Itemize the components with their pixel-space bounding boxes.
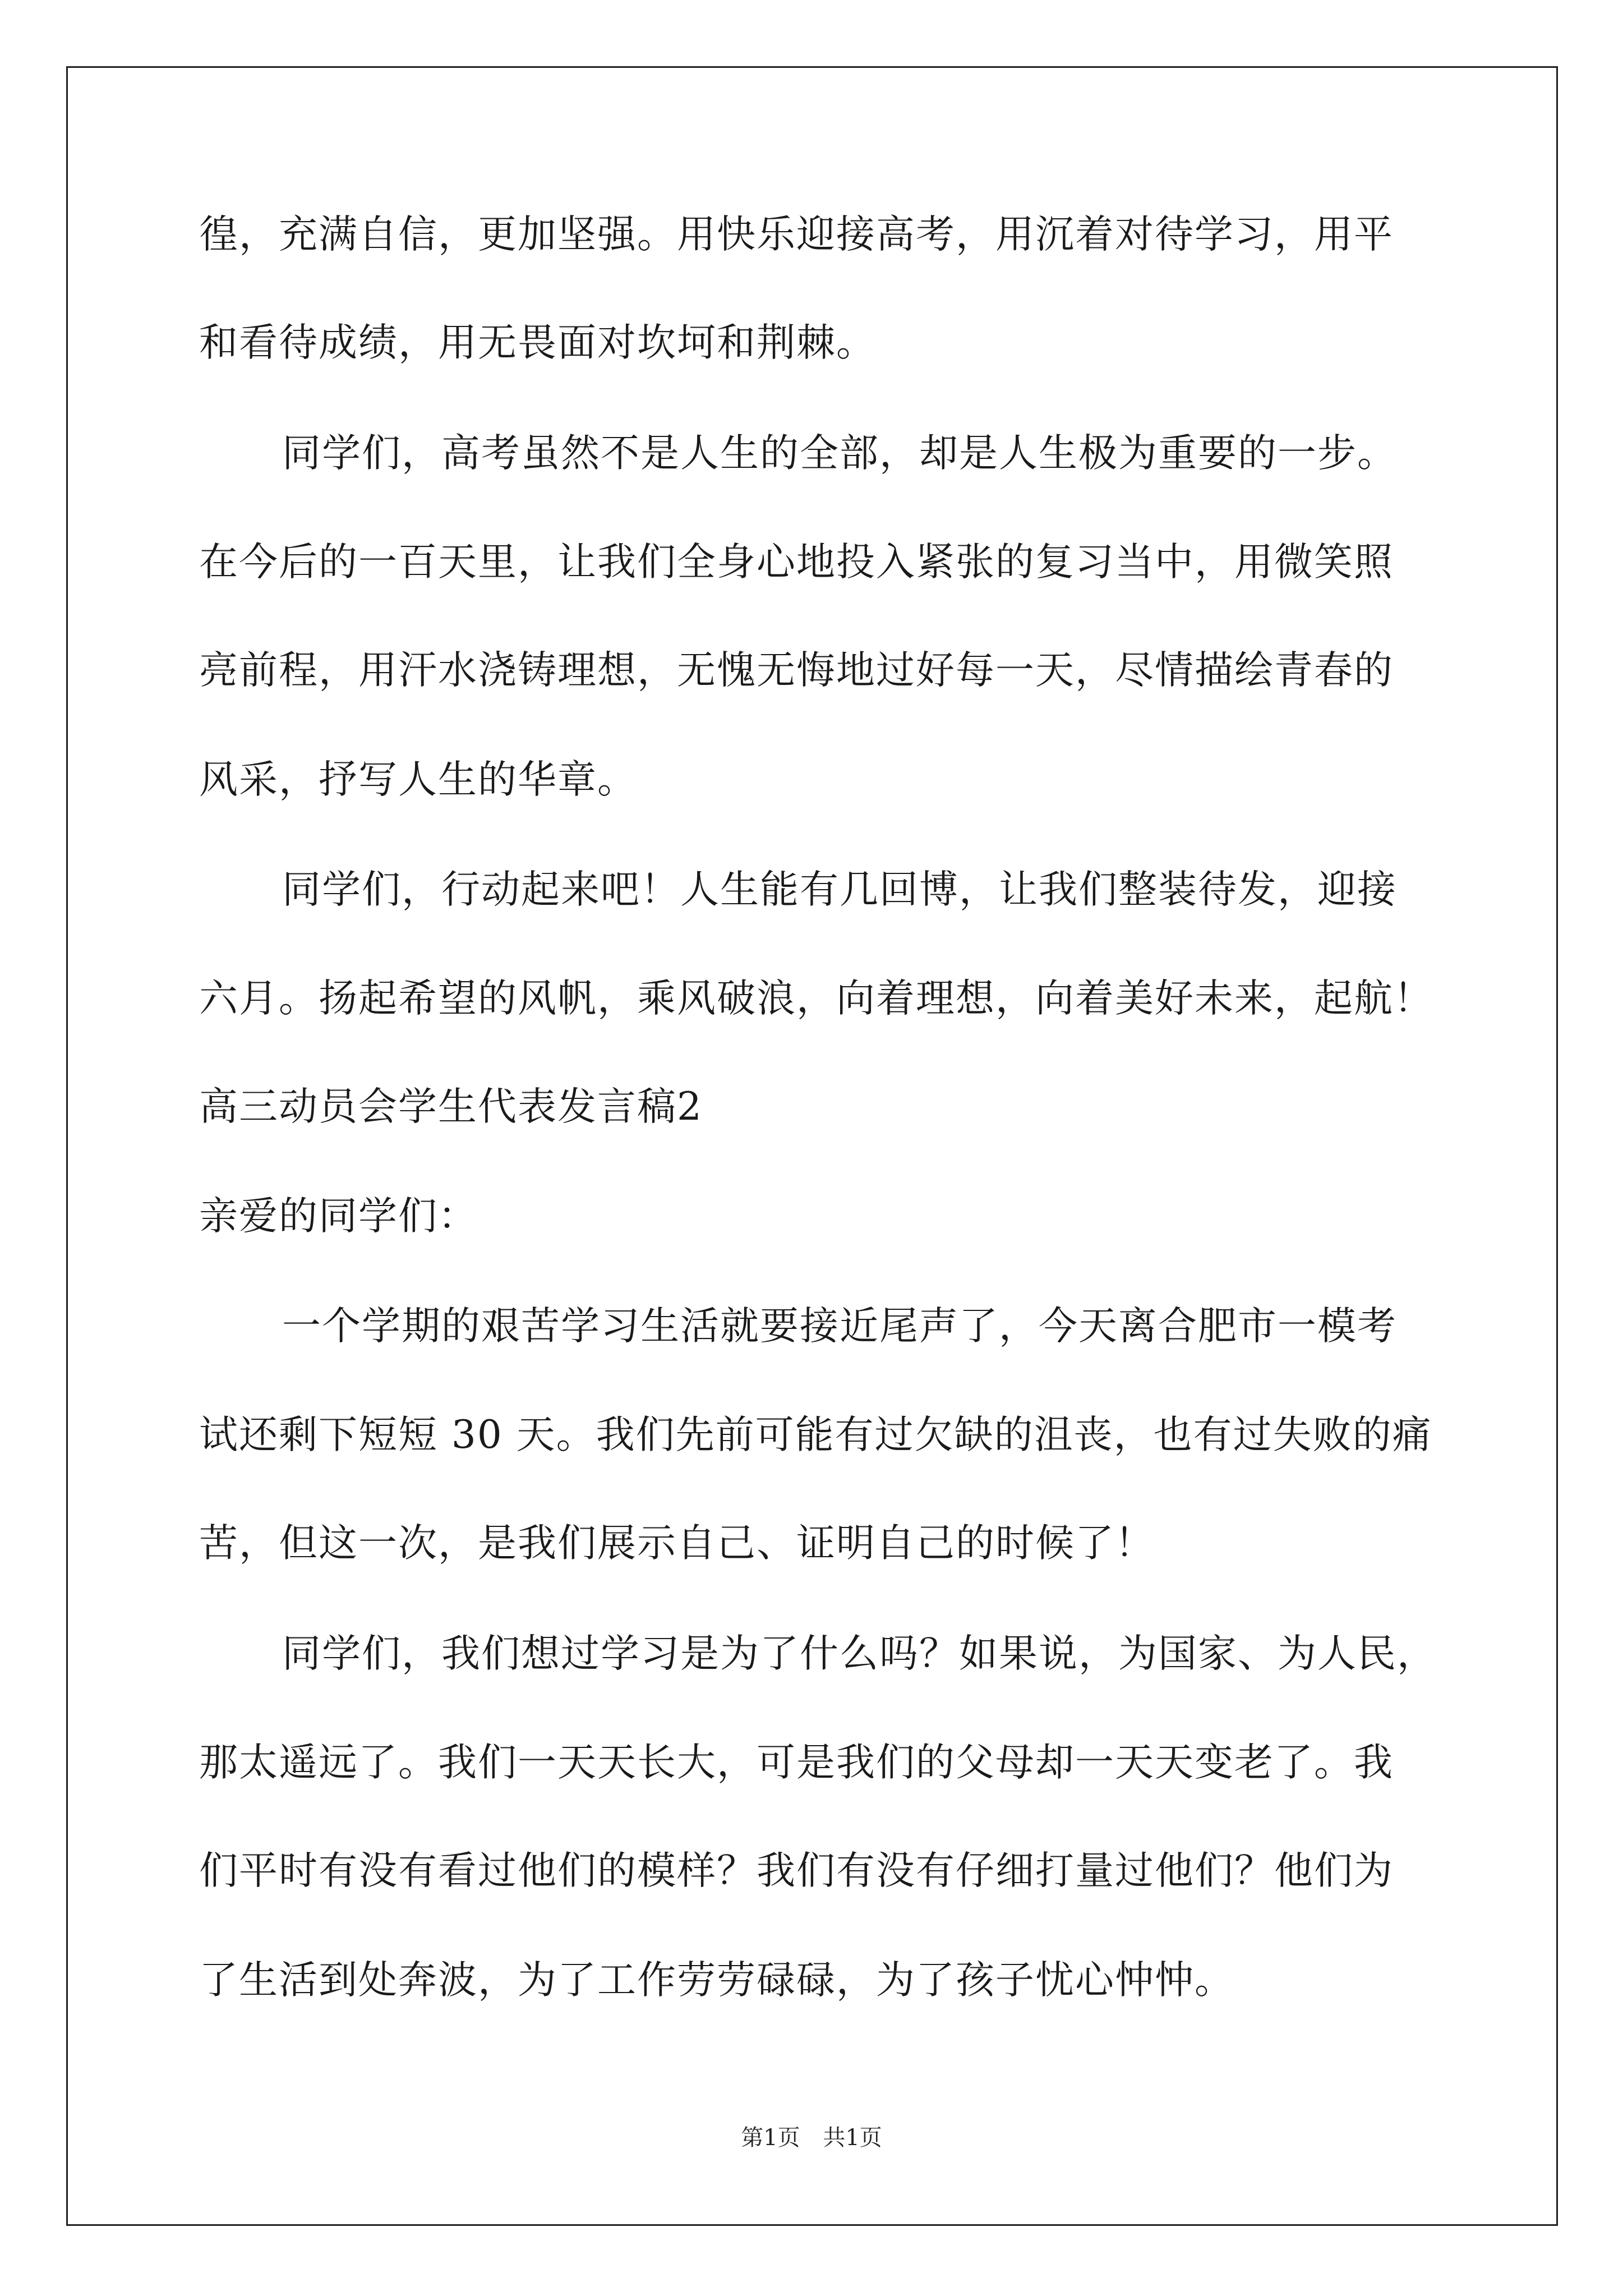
text-line: 试还剩下短短 30 天。我们先前可能有过欠缺的沮丧，也有过失败的痛 bbox=[199, 1412, 1432, 1457]
page-border bbox=[66, 66, 1558, 2226]
page-total: 共1页 bbox=[823, 2125, 882, 2151]
text-line: 在今后的一百天里，让我们全身心地投入紧张的复习当中，用微笑照 bbox=[199, 540, 1394, 585]
text-line: 们平时有没有看过他们的模样？我们有没有仔细打量过他们？他们为 bbox=[199, 1848, 1394, 1893]
text-line: 风采，抒写人生的华章。 bbox=[199, 757, 637, 802]
paragraph-start-line: 一个学期的艰苦学习生活就要接近尾声了，今天离合肥市一模考 bbox=[282, 1304, 1397, 1349]
text-line: 了生活到处奔波，为了工作劳劳碌碌，为了孩子忧心忡忡。 bbox=[199, 1958, 1234, 2003]
salutation: 亲爱的同学们： bbox=[199, 1194, 478, 1239]
text-line: 徨，充满自信，更加坚强。用快乐迎接高考，用沉着对待学习，用平 bbox=[199, 212, 1394, 257]
paragraph-start-line: 同学们，行动起来吧！人生能有几回博，让我们整装待发，迎接 bbox=[282, 867, 1397, 912]
text-line: 和看待成绩，用无畏面对坎坷和荆棘。 bbox=[199, 320, 876, 365]
paragraph-start-line: 同学们，高考虽然不是人生的全部，却是人生极为重要的一步。 bbox=[282, 431, 1397, 476]
text-line: 那太遥远了。我们一天天长大，可是我们的父母却一天天变老了。我 bbox=[199, 1740, 1394, 1785]
section-heading: 高三动员会学生代表发言稿2 bbox=[199, 1084, 703, 1129]
page-footer bbox=[0, 2124, 1623, 2152]
text-line: 六月。扬起希望的风帆，乘风破浪，向着理想，向着美好未来，起航！ bbox=[199, 976, 1433, 1021]
text-line: 亮前程，用汗水浇铸理想，无愧无悔地过好每一天，尽情描绘青春的 bbox=[199, 648, 1394, 693]
paragraph-start-line: 同学们，我们想过学习是为了什么吗？如果说，为国家、为人民， bbox=[282, 1631, 1437, 1676]
text-line: 苦，但这一次，是我们展示自己、证明自己的时候了！ bbox=[199, 1521, 1155, 1566]
page-number: 第1页 bbox=[741, 2125, 800, 2151]
